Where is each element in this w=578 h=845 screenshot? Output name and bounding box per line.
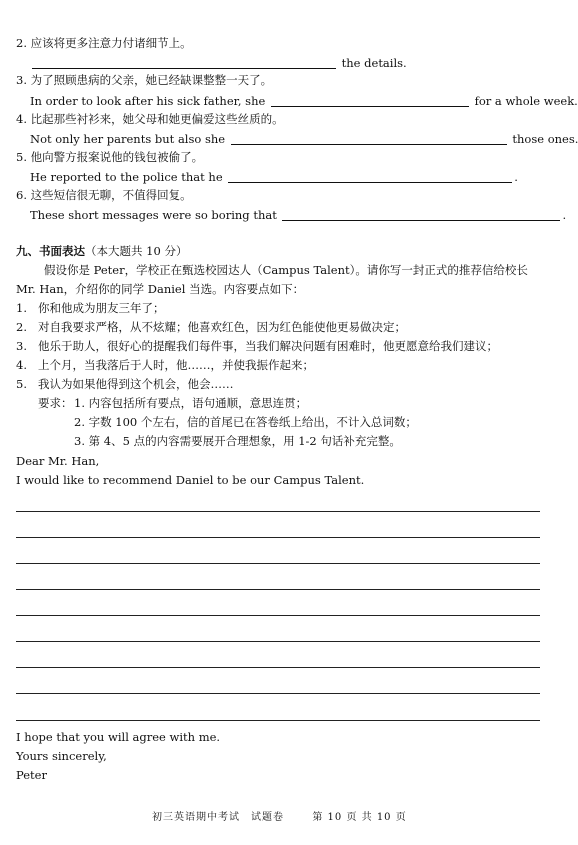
- intro-line-1: 假设你是 Peter，学校正在甄选校园达人（Campus Talent）。请你写一封正式的推荐信给校长: [44, 263, 528, 277]
- section-score-note: （本大题共 10 分）: [85, 244, 188, 258]
- writing-line[interactable]: [16, 511, 540, 512]
- letter-salutation: Dear Mr. Han,: [16, 454, 100, 468]
- point-3-text: 他乐于助人，很好心的提醒我们每件事，当我们解决问题有困难时，他更愿意给我们建议；: [38, 339, 498, 353]
- item-3-answer-blank[interactable]: [271, 94, 469, 107]
- writing-line[interactable]: [16, 615, 540, 616]
- item-4-english: [30, 132, 578, 146]
- requirement-1: 1. 内容包括所有要点，语句通顺，意思连贯；: [74, 396, 308, 410]
- point-1: [16, 301, 165, 315]
- point-5-number: 5.: [16, 377, 27, 391]
- item-5-english: [30, 170, 518, 184]
- point-2-text: 对自我要求严格，从不炫耀；他喜欢红色，因为红色能使他更易做决定；: [38, 320, 406, 334]
- letter-opening: I would like to recommend Daniel to be our Campus Talent.: [16, 473, 365, 487]
- item-6-english-after: .: [562, 208, 567, 222]
- writing-line[interactable]: [16, 641, 540, 642]
- writing-line[interactable]: [16, 537, 540, 538]
- writing-line[interactable]: [16, 667, 540, 668]
- point-1-text: 你和他成为朋友三年了；: [38, 301, 165, 315]
- item-2-answer-blank[interactable]: [32, 56, 336, 69]
- item-3-english: [30, 94, 578, 108]
- point-5: [16, 377, 234, 391]
- item-4-chinese: [16, 112, 284, 126]
- writing-line[interactable]: [16, 693, 540, 694]
- writing-line[interactable]: [16, 720, 540, 721]
- item-2-chinese-text: 应该将更多注意力付诸细节上。: [30, 36, 192, 50]
- item-6-english: [30, 208, 566, 222]
- point-3-number: 3.: [16, 339, 27, 353]
- section-heading: [16, 244, 187, 258]
- letter-sign-off: Yours sincerely,: [16, 749, 107, 763]
- intro-line-2: Mr. Han，介绍你的同学 Daniel 当选。内容要点如下：: [16, 282, 305, 296]
- item-3-chinese: [16, 73, 272, 87]
- letter-signature: Peter: [16, 768, 47, 782]
- item-2-chinese: [16, 36, 192, 50]
- requirement-2: 2. 字数 100 个左右，信的首尾已在答卷纸上给出，不计入总词数；: [74, 415, 417, 429]
- item-5-number: 5.: [16, 150, 27, 164]
- item-6-chinese: [16, 188, 192, 202]
- footer-exam-title: 初三英语期中考试 试题卷: [152, 812, 284, 823]
- point-4: [16, 358, 314, 372]
- footer-page-info: 第 10 页 共 10 页: [312, 812, 407, 823]
- item-3-number: 3.: [16, 73, 27, 87]
- item-6-number: 6.: [16, 188, 27, 202]
- item-6-chinese-text: 这些短信很无聊，不值得回复。: [30, 188, 192, 202]
- writing-line[interactable]: [16, 563, 540, 564]
- item-3-english-before: In order to look after his sick father, she: [30, 94, 266, 108]
- item-5-english-after: .: [514, 170, 518, 184]
- point-2: [16, 320, 406, 334]
- item-3-chinese-text: 为了照顾患病的父亲，她已经缺课整整一天了。: [30, 73, 273, 87]
- item-6-english-before: These short messages were so boring that: [30, 208, 277, 222]
- requirement-3: 3. 第 4、5 点的内容需要展开合理想象，用 1-2 句话补充完整。: [74, 434, 401, 448]
- item-2-english: [30, 56, 407, 70]
- item-2-number: 2.: [16, 36, 27, 50]
- item-4-answer-blank[interactable]: [231, 132, 507, 145]
- item-3-english-after: for a whole week.: [474, 94, 578, 108]
- writing-line[interactable]: [16, 589, 540, 590]
- item-2-english-after: the details.: [341, 56, 407, 70]
- point-3: [16, 339, 498, 353]
- point-4-text: 上个月，当我落后于人时，他……，并使我振作起来；: [38, 358, 314, 372]
- requirements-label: 要求：: [38, 396, 73, 410]
- point-4-number: 4.: [16, 358, 27, 372]
- item-5-chinese: [16, 150, 203, 164]
- letter-closing-line: I hope that you will agree with me.: [16, 730, 221, 744]
- item-6-answer-blank[interactable]: [282, 208, 560, 221]
- point-2-number: 2.: [16, 320, 27, 334]
- item-4-chinese-text: 比起那些衬衫来，她父母和她更偏爱这些丝质的。: [30, 112, 284, 126]
- item-5-english-before: He reported to the police that he: [30, 170, 223, 184]
- item-5-chinese-text: 他向警方报案说他的钱包被偷了。: [30, 150, 204, 164]
- section-title: 九、书面表达: [16, 244, 85, 258]
- item-4-number: 4.: [16, 112, 27, 126]
- footer: [152, 812, 407, 825]
- item-5-answer-blank[interactable]: [228, 170, 512, 183]
- item-4-english-before: Not only her parents but also she: [30, 132, 226, 146]
- point-1-number: 1.: [16, 301, 27, 315]
- point-5-text: 我认为如果他得到这个机会，他会……: [38, 377, 234, 391]
- item-4-english-after: those ones.: [512, 132, 578, 146]
